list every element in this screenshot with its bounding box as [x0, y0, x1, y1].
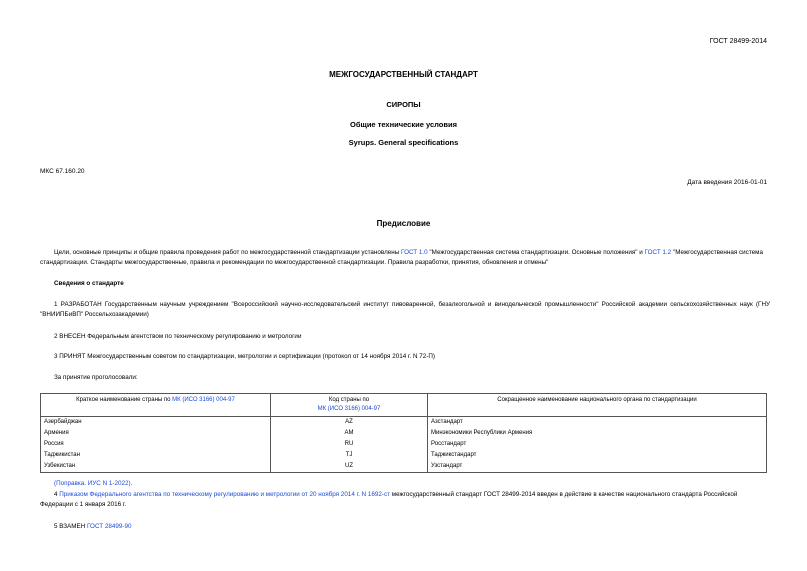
country-cell: Россия: [41, 439, 271, 450]
amendment-link[interactable]: (Поправка. ИУС N 1-2022).: [54, 480, 133, 487]
amendment-note: [40, 479, 770, 489]
preface-paragraph: [40, 248, 770, 268]
introduction-date: Дата введения 2016-01-01: [687, 179, 767, 186]
preface-text: "Межгосударственная система стандартизации. Основные положения" и: [427, 249, 645, 256]
gost-1-0-link[interactable]: ГОСТ 1.0: [401, 249, 428, 256]
table-row: [41, 428, 767, 439]
document-code: ГОСТ 28499-2014: [709, 38, 767, 45]
preface-text: "Межгосударственная система стандартизации. Стандарты межгосударственные, правила и рекомендации по межгосударственной стандартизации. Правила разработки, принятия, обновления и отмены": [40, 249, 763, 266]
gost-1-2-link[interactable]: ГОСТ 1.2: [644, 249, 672, 256]
country-cell: Узбекистан: [41, 461, 271, 473]
preface-heading: Предисловие: [376, 219, 431, 228]
item-replaces: [40, 522, 770, 532]
country-cell: Азербайджан: [41, 417, 271, 429]
code-cell: TJ: [271, 450, 428, 461]
standard-type-heading: МЕЖГОСУДАРСТВЕННЫЙ СТАНДАРТ: [329, 70, 478, 79]
code-cell: AZ: [271, 417, 428, 429]
item-adopted: 3 ПРИНЯТ Межгосударственным советом по стандартизации, метрологии и сертификации (протокол от 14 ноября 2014 г. N 72-П): [54, 353, 436, 360]
code-cell: RU: [271, 439, 428, 450]
table-row: [41, 417, 767, 429]
column-header-body: Сокращенное наименование национального органа по стандартизации: [428, 394, 767, 417]
table-row: [41, 461, 767, 473]
document-title-english: Syrups. General specifications: [348, 138, 459, 147]
item-text: 5 ВЗАМЕН: [54, 523, 87, 530]
column-header-country: [41, 394, 271, 417]
body-cell: Узстандарт: [428, 461, 767, 473]
column-header-text: Краткое наименование страны по: [76, 397, 173, 403]
item-put-into-effect: [40, 490, 770, 510]
item-submitted: 2 ВНЕСЕН Федеральным агентством по техническому регулированию и метрологии: [54, 333, 302, 340]
body-cell: Росстандарт: [428, 439, 767, 450]
table-header-row: [41, 394, 767, 417]
code-cell: AM: [271, 428, 428, 439]
gost-28499-90-link[interactable]: ГОСТ 28499-90: [87, 523, 132, 530]
document-subtitle: Общие технические условия: [350, 120, 457, 129]
column-header-text: Код страны по: [328, 397, 370, 403]
body-cell: Азстандарт: [428, 417, 767, 429]
order-link[interactable]: Приказом Федерального агентства по техническому регулированию и метрологии от 20 ноября 2014 г. N 1692-ст: [59, 491, 391, 498]
table-row: [41, 439, 767, 450]
item-text: межгосударственный стандарт ГОСТ 28499-2014 введен в действие в качестве национального стандарта Российской Федерации с 1 января 2016 г.: [40, 491, 738, 508]
body-cell: Минэкономики Республики Армения: [428, 428, 767, 439]
table-row: [41, 450, 767, 461]
voted-label: За принятие проголосовали:: [54, 374, 138, 381]
country-cell: Армения: [41, 428, 271, 439]
preface-text: Цели, основные принципы и общие правила проведения работ по межгосударственной стандартизации установлены: [54, 249, 402, 256]
country-cell: Таджикистан: [41, 450, 271, 461]
column-header-code: [271, 394, 428, 417]
mks-code: МКС 67.160.20: [40, 168, 85, 175]
mk-iso-link[interactable]: МК (ИСО 3166) 004-97: [172, 397, 235, 403]
standard-info-heading: Сведения о стандарте: [54, 280, 124, 287]
body-cell: Таджикстандарт: [428, 450, 767, 461]
item-number: 4: [54, 491, 60, 498]
voting-countries-table: [40, 393, 767, 473]
mk-iso-link[interactable]: МК (ИСО 3166) 004-97: [317, 406, 381, 412]
document-title: СИРОПЫ: [386, 100, 421, 109]
item-developed: 1 РАЗРАБОТАН Государственным научным учреждением "Всероссийский научно-исследовательский институт пивоваренной, безалкогольной и винодельческой промышленности" Российской академии сельскохозяйственных наук (ГНУ "ВНИИПБиВП" Россельхозакадемии): [40, 301, 770, 318]
code-cell: UZ: [271, 461, 428, 473]
